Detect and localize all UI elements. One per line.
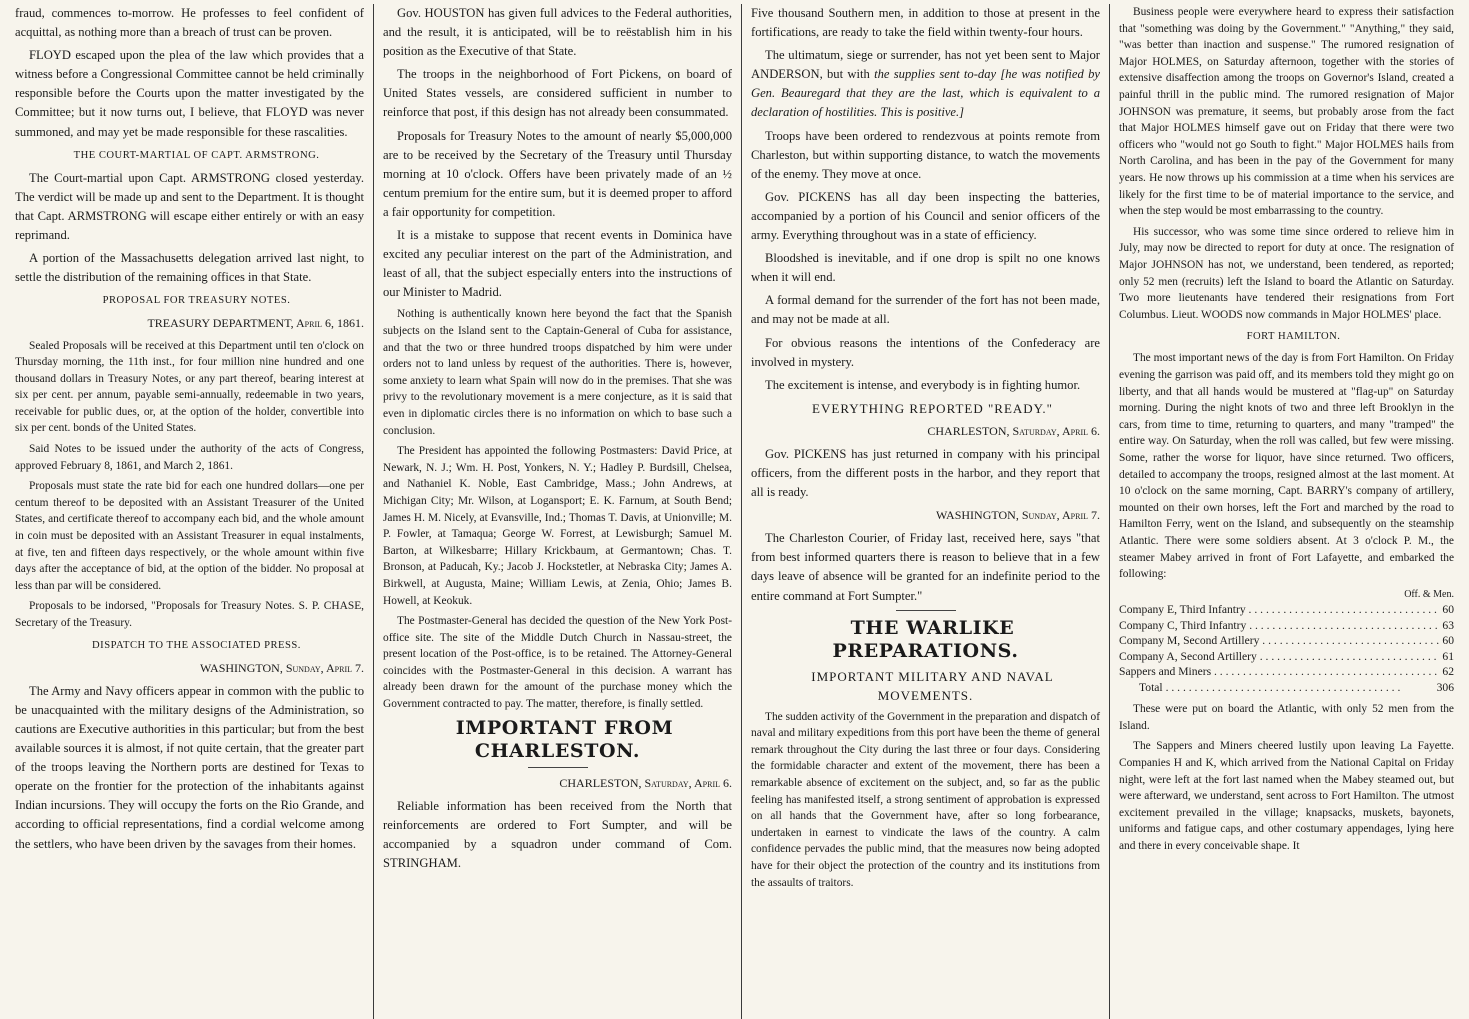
paragraph: Five thousand Southern men, in addition to those at present in the fortifications, are ready to take the field within twenty-four hours. [751,6,1100,40]
paragraph: Sealed Proposals will be received at this Department until ten o'clock on Thursday morning, the 11th inst., for four million nine hundred and one thousand dollars in Treasury Notes, or any part thereof, bearing interest at six per cent. per annum, payable semi-annually, redeemable in two years, receivable for public dues, or, at the option of the holder, convertible into six per cent. bonds of the United States. [15,339,364,435]
column-4 [1110,4,1463,1019]
paragraph [751,46,1100,122]
paragraph: Business people were everywhere heard to express their satisfaction that "something was doing by the Government." "Anything," they said, "was better than inaction and suspense." The rumored resignation of Major HOLMES, on Saturday afternoon, together with the stories of extensive disaffection among the troops on Governor's Island, created a painful thrill in the public mind. The rumored resignation of Major JOHNSON was premature, it seems, but probably arose from the fact that Major HOLMES himself gave out on Friday that there were two officers who "would not go South to fight." Major HOLMES hails from North Carolina, and has been in the pay of the Government for many years. He now throws up his commission at a time when his services are likely for the first time to be of material importance to the service, and when the step would be most embarrassing to the country. [1119,6,1454,218]
paragraph: For obvious reasons the intentions of the Confederacy are involved in mystery. [751,335,1100,369]
section-heading: DISPATCH TO THE ASSOCIATED PRESS. [92,639,301,651]
total-value: 306 [1436,680,1454,694]
row-label: Company C, Third Infantry . . . [1119,618,1440,634]
row-value: 62 [1442,665,1454,679]
italic-text-run: the supplies sent to-day [he was notified by Gen. Beauregard that they are the last, which is equivalent to a declaration of hostilities. This is positive.] [751,67,1100,120]
column-1 [6,4,374,1019]
table-row [1119,618,1454,634]
row-value: 60 [1442,603,1454,617]
row-value: 61 [1442,649,1454,663]
section-heading: FORT HAMILTON. [1246,331,1341,343]
section-heading: PROPOSAL FOR TREASURY NOTES. [102,295,291,307]
paragraph: Said Notes to be issued under the authority of the acts of Congress, approved February 8, 1861, and March 2, 1861. [15,443,364,472]
paragraph: FLOYD escaped upon the plea of the law which provides that a witness before a Congressional Committee cannot be held criminally responsible before the Courts upon the matter investigated by the Committee; but it now turns out, I believe, that FLOYD was never summoned, and may yet be made responsible for these rascalities. [15,48,364,139]
paragraph: The excitement is intense, and everybody is in fighting humor. [765,377,1081,392]
row-value: 63 [1442,618,1454,632]
paragraph: Bloodshed is inevitable, and if one drop is spilt no one knows when it will end. [751,251,1100,285]
dateline: WASHINGTON, Sunday, April 7. [200,660,364,675]
row-value: 60 [1442,634,1454,648]
paragraph: The most important news of the day is from Fort Hamilton. On Friday evening the garrison was paid off, and its members told they might go on liberty, and that all hands would be mustered at "flag-up" on Saturday morning. During the night knots of two and three left Brooklyn in the cars, from time to time, returning to quarters, and many "tramped" the entire way. On Saturday, when the roll was called, but few were missing. Some, rather the worse for liquor, have since returned. Two officers, detailed to accompany the troops, resigned almost at the last moment. At 10 o'clock on the same morning, Capt. BARRY's company of artillery, mounted on their own horses, left the Fort and marched by the road to Hamilton Ferry, went on the Island, and subsequently on the steamship Atlantic. There were some soldiers absent. At 3 o'clock P. M., the steamer Mabey arrived in front of Fort Lafayette, and embarked the following: [1119,352,1454,581]
paragraph: The Court-martial upon Capt. ARMSTRONG closed yesterday. The verdict will be made up and sent to the Department. It is thought that Capt. ARMSTRONG will escape either entirely or with an easy reprimand. [15,170,364,243]
dateline: CHARLESTON, Saturday, April 6. [559,775,732,790]
paragraph: Proposals for Treasury Notes to the amount of nearly $5,000,000 are to be received by the Secretary of the Treasury until Thursday morning at 10 o'clock. Offers have been privately made of an ½ centum premium for the entire sum, but it is deemed proper to afford a fair opportunity for competition. [383,128,732,219]
paragraph: Gov. HOUSTON has given full advices to the Federal authorities, and the result, it is anticipated, will be to reëstablish him in his position as the Executive of that State. [383,6,732,59]
paragraph: The Sappers and Miners cheered lustily upon leaving La Fayette. Companies H and K, which arrived from the National Capital on Friday night, were left at the fort last named when the Mabey steamed out, but were afterward, we understand, sent across to Fort Hamilton. The utmost excitement prevailed in the village; knapsacks, muskets, bayonets, uniforms and fatigue caps, and other costumary appendages, lying here and there in every conceivable shape. It [1119,740,1454,852]
row-label: Company E, Third Infantry . . . [1119,602,1440,618]
headline: IMPORTANT FROM CHARLESTON. [455,716,674,762]
paragraph: Gov. PICKENS has just returned in company with his principal officers, from the different posts in the harbor, and they report that all is ready. [751,446,1100,500]
table-total-row [1139,680,1454,696]
paragraph: Proposals to be indorsed, "Proposals for Treasury Notes. S. P. CHASE, Secretary of the Treasury. [15,600,364,629]
headline: THE WARLIKE PREPARATIONS. [832,616,1019,662]
paragraph: fraud, commences to-morrow. He professes to feel confident of acquittal, as nothing more than a breach of trust can be proven. [15,6,364,40]
table-row [1119,649,1454,665]
row-label: Company M, Second Artillery . . . [1119,633,1440,649]
paragraph: The troops in the neighborhood of Fort Pickens, on board of United States vessels, are considered sufficient in number to reinforce that post, if this design has not already been consummated. [383,67,732,120]
table-header: Off. & Men. [1404,588,1454,600]
table-row [1119,664,1454,680]
paragraph: Gov. PICKENS has all day been inspecting the batteries, accompanied by a portion of his Council and senior officers of the army. Everything throughout was in a state of efficiency. [751,189,1100,243]
table-row [1119,602,1454,618]
paragraph: A formal demand for the surrender of the fort has not been made, and may not be made at all. [751,293,1100,327]
divider [528,767,588,768]
paragraph: Nothing is authentically known here beyond the fact that the Spanish subjects on the Island sent to the Captain-General of Cuba for assistance, and that the two or three hundred troops dispatched by him were under orders not to land unless by request of the authorities. There is, however, some anxiety to learn what Spain will now do in the premises. That she was privy to the revolutionary movement is a mere conjecture, as it is said that even in diplomatic circles there is no information on which to base such a conclusion. [383,308,732,437]
paragraph: The Postmaster-General has decided the question of the New York Post-office site. The site of the Middle Dutch Church in Nassau-street, the present location of the Post-office, is to be retained. The Attorney-General coincides with the Postmaster-General in this decision. A warrant has already been drawn for the amount of the purchase money which the Government contracted to pay. The matter, therefore, is finally settled. [383,615,732,711]
column-3 [742,4,1110,1019]
paragraph: Proposals must state the rate bid for each one hundred dollars—one per centum thereof to be deposited with an Assistant Treasurer of the United States, and certificate thereof to accompany each bid, and the whole amount in coin must be deposited with an Assistant Treasurer in equal instalments, at five, ten and fifteen days respectively, or the whole amount within five days after the acceptance of bid, at the option of the bidder. No proposal at less than par will be considered. [15,480,364,592]
text-run: The ultimatum, siege or surrender, has not yet been sent to Major ANDERSON, but with [751,48,1100,82]
column-2 [374,4,742,1019]
table-row [1119,633,1454,649]
paragraph: The President has appointed the following Postmasters: David Price, at Newark, N. J.; Wm. H. Post, Yonkers, N. Y.; Hadley P. Burdsill, Chelsea, and Nathaniel K. Noble, East Cambridge, Mass.; John Andrews, at Michigan City; Mr. Wilson, at Logansport; E. K. Farnum, at South Bend; James H. M. Nicely, at Evansville, Ind.; Thomas T. Davis, at Unionville; M. P. Fowler, at Tamaqua; George W. Forrest, at Lewisburgh; Samuel M. Barton, at Wilkesbarre; Hillary Krickbaum, at Germantown; Chas. T. Bronson, at Paducah, Ky.; Jacob J. Hockstetler, at Nebraska City; James A. Birkwell, at Augusta, Maine; William Lewis, at Zenia, Ohio; James B. Howell, at Keokuk. [383,445,732,607]
subheadline: IMPORTANT MILITARY AND NAVAL MOVEMENTS. [811,668,1054,703]
paragraph: The Charleston Courier, of Friday last, received here, says "that from best informed quarters there is reason to believe that in a few days leave of absence will be granted for an indefinite period to the entire command at Fort Sumpter." [751,531,1100,603]
paragraph: His successor, who was some time since ordered to relieve him in July, may now be directed to report for duty at once. The resignation of Major JOHNSON has not, we understand, been tendered, as reported; only 52 men (recruits) left the Island to board the Atlantic on Saturday. Two more lieutenants have tendered their resignations from Fort Columbus. Lieut. WOODS now commands in Major HOLMES' place. [1119,225,1454,321]
row-label: Company A, Second Artillery . . . [1119,649,1440,665]
dateline: CHARLESTON, Saturday, April 6. [927,423,1100,438]
section-heading: EVERYTHING REPORTED "READY." [812,400,1053,416]
paragraph: Reliable information has been received from the North that reinforcements are ordered to Fort Sumpter, and will be accompanied by a squadron under command of Com. STRINGHAM. [383,798,732,871]
paragraph: The Army and Navy officers appear in common with the public to be unacquainted with the military designs of the Administration, so cautions are Executive authorities in this particular; but from the best available sources it is almost, if not quite certain, that the greater part of the troops leaving the Northern ports are destined for Texas to operate on the frontier for the protection of the inhabitants against Indian incursions. They will occupy the forts on the Rio Grande, and according to official representations, find a cordial welcome among the settlers, who have been driven by the savages from their homes. [15,683,364,851]
troop-table [1119,587,1454,696]
section-heading: THE COURT-MARTIAL OF CAPT. ARMSTRONG. [73,149,320,161]
dateline: WASHINGTON, Sunday, April 7. [936,508,1100,523]
divider [896,610,956,611]
paragraph: These were put on board the Atlantic, with only 52 men from the Island. [1119,703,1454,732]
total-label: Total . . . [1139,680,1435,696]
row-label: Sappers and Miners . . . [1119,664,1440,680]
dateline: TREASURY DEPARTMENT, April 6, 1861. [147,316,364,331]
paragraph: The sudden activity of the Government in the preparation and dispatch of naval and military expeditions from this port have been the theme of general remark throughout the City during the last three or four days. Considering the formidable character and extent of the movement, there has been a remarkable absence of excitement on the subject, and, so far as the public feeling has manifested itself, a strong sentiment of approbation is expressed on all hands that the Government have, after so long forbearance, undertaken in earnest to vindicate the laws of the country. A calm confidence pervades the public mind, that the measures now being adopted have for their object the protection of the country and its institutions from the assaults of traitors. [751,710,1100,889]
paragraph: A portion of the Massachusetts delegation arrived last night, to settle the distribution of the remaining offices in that State. [15,251,364,285]
paragraph: It is a mistake to suppose that recent events in Dominica have excited any peculiar interest on the part of the Administration, and least of all, that the subject especially enters into the instructions of our Minister to Madrid. [383,228,732,300]
paragraph: Troops have been ordered to rendezvous at points remote from Charleston, but within supporting distance, to watch the movements of the enemy. They move at once. [751,128,1100,181]
